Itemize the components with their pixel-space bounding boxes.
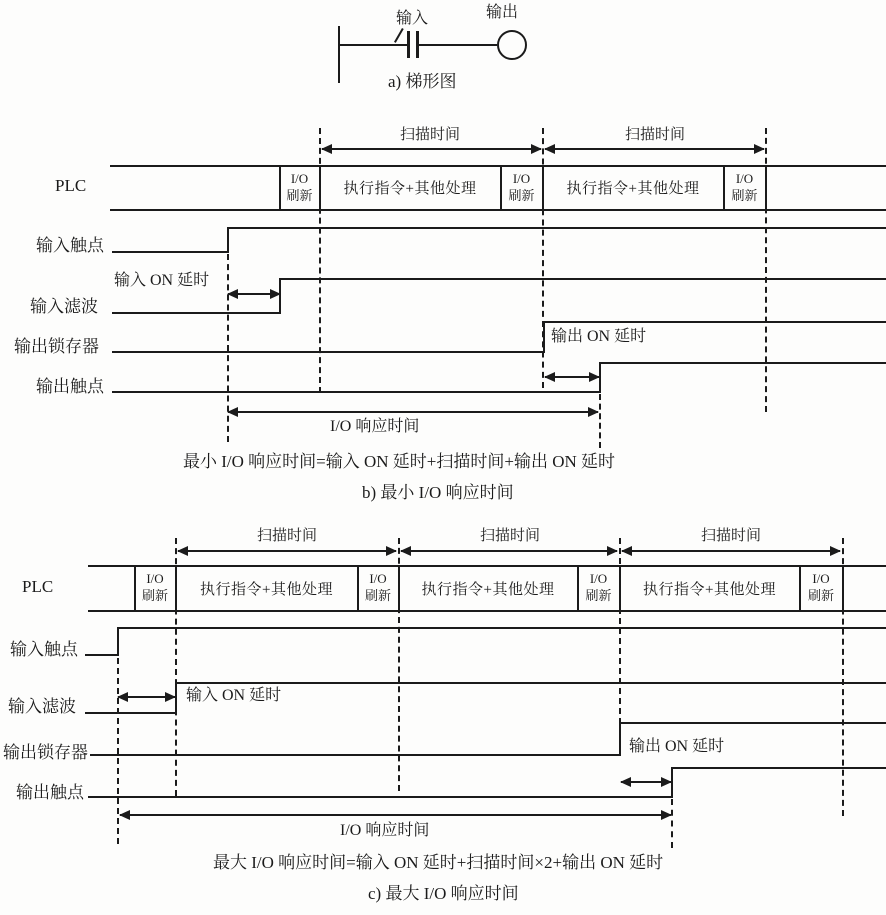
output-on-delay-label: 输出 ON 延时 <box>629 738 725 755</box>
coil-circle <box>497 30 527 60</box>
input-filter-rise <box>175 682 177 714</box>
io-refresh-line1: I/O <box>812 571 830 587</box>
input-filter-label: 输入滤波 <box>8 697 76 716</box>
io-refresh-line1: I/O <box>369 571 387 587</box>
io-refresh-line1: I/O <box>589 571 608 587</box>
io-refresh-cell <box>358 566 398 610</box>
ladder-wire <box>338 44 408 46</box>
exec-cell: 执行指令+其他处理 <box>643 581 776 598</box>
output-on-delay-arrow <box>621 781 671 783</box>
plc-band-bottom-line <box>88 610 886 612</box>
io-refresh-line1: I/O <box>512 170 531 186</box>
input-filter-high-line <box>279 278 886 280</box>
section-c-caption: c) 最大 I/O 响应时间 <box>368 884 519 903</box>
input-contact-high-line <box>117 627 886 629</box>
io-refresh-cell <box>578 566 619 610</box>
min-response-formula: 最小 I/O 响应时间=输入 ON 延时+扫描时间+输出 ON 延时 <box>183 452 616 471</box>
section-b-caption: b) 最小 I/O 响应时间 <box>362 483 514 502</box>
output-contact-low-line <box>112 391 601 393</box>
io-refresh-line1: I/O <box>290 170 309 186</box>
ladder-left-rail <box>338 26 340 83</box>
io-refresh-cell <box>800 566 842 610</box>
output-contact-low-line <box>88 796 672 798</box>
io-response-arrow <box>120 814 671 816</box>
io-refresh-cell <box>280 166 319 209</box>
output-on-delay-label: 输出 ON 延时 <box>551 328 647 345</box>
input-filter-high-line <box>175 682 886 684</box>
exec-cell: 执行指令+其他处理 <box>200 581 333 598</box>
io-refresh-cell <box>501 166 542 209</box>
io-response-label: I/O 响应时间 <box>340 822 430 839</box>
input-filter-rise <box>279 278 281 314</box>
scan-time-label: 扫描时间 <box>400 127 461 143</box>
input-contact-rise <box>117 627 119 656</box>
io-refresh-line2: 刷新 <box>286 187 313 203</box>
output-latch-high-line <box>543 321 886 323</box>
output-latch-high-line <box>619 722 886 724</box>
output-contact-high-line <box>671 767 886 769</box>
input-filter-low-line <box>112 312 281 314</box>
output-contact-label: 输出触点 <box>36 377 104 396</box>
ladder-input-label: 输入 <box>396 10 429 27</box>
input-contact-high-line <box>227 227 886 229</box>
contact-bar <box>407 31 410 58</box>
ladder-caption: a) 梯形图 <box>388 72 457 91</box>
input-contact-low-line <box>85 654 117 656</box>
exec-cell: 执行指令+其他处理 <box>421 581 555 598</box>
output-latch-label: 输出锁存器 <box>14 337 99 356</box>
input-label-leader-line <box>394 28 404 43</box>
input-on-delay-arrow <box>228 293 280 295</box>
io-refresh-line2: 刷新 <box>807 588 834 603</box>
scan-time-label: 扫描时间 <box>257 528 318 544</box>
io-refresh-line2: 刷新 <box>141 588 168 603</box>
output-latch-label: 输出锁存器 <box>3 743 88 762</box>
io-refresh-line1: I/O <box>735 170 754 186</box>
io-refresh-line2: 刷新 <box>585 588 612 603</box>
input-filter-low-line <box>85 712 176 714</box>
input-on-delay-label: 输入 ON 延时 <box>114 272 210 289</box>
io-response-label: I/O 响应时间 <box>330 418 420 435</box>
output-latch-rise <box>543 321 545 353</box>
plc-label: PLC <box>55 176 87 195</box>
ladder-output-label: 输出 <box>486 4 519 21</box>
scan-time-arrow <box>401 550 617 552</box>
io-refresh-cell <box>135 566 175 610</box>
scan-time-arrow <box>178 550 396 552</box>
cell-border <box>765 165 767 211</box>
io-refresh-cell <box>724 166 765 209</box>
output-contact-high-line <box>599 362 886 364</box>
io-response-arrow <box>228 411 598 413</box>
plc-label: PLC <box>22 577 54 596</box>
output-contact-label: 输出触点 <box>16 783 84 802</box>
output-latch-low-line <box>90 754 620 756</box>
scan-time-arrow <box>322 148 541 150</box>
scan-time-label: 扫描时间 <box>701 528 762 544</box>
io-refresh-line1: I/O <box>146 571 164 587</box>
input-contact-label: 输入触点 <box>10 640 78 659</box>
input-on-delay-label: 输入 ON 延时 <box>186 687 282 704</box>
output-contact-rise <box>671 767 673 798</box>
output-on-delay-arrow <box>545 376 599 378</box>
max-response-formula: 最大 I/O 响应时间=输入 ON 延时+扫描时间×2+输出 ON 延时 <box>213 853 664 872</box>
cell-border <box>842 565 844 612</box>
input-filter-label: 输入滤波 <box>30 297 98 316</box>
scan-time-arrow <box>622 550 840 552</box>
dashed-guide-line <box>599 394 601 448</box>
output-latch-low-line <box>112 351 544 353</box>
output-contact-rise <box>599 362 601 393</box>
dashed-guide-line <box>671 799 673 848</box>
input-contact-label: 输入触点 <box>36 236 104 255</box>
io-refresh-line2: 刷新 <box>364 588 391 603</box>
input-contact-low-line <box>112 251 227 253</box>
plc-band-bottom-line <box>110 209 886 211</box>
output-latch-rise <box>619 722 621 756</box>
io-refresh-line2: 刷新 <box>731 187 758 203</box>
input-contact-rise <box>227 227 229 253</box>
io-refresh-line2: 刷新 <box>508 187 535 203</box>
scan-time-label: 扫描时间 <box>625 127 686 143</box>
scan-time-label: 扫描时间 <box>480 528 541 544</box>
scan-time-arrow <box>545 148 764 150</box>
ladder-wire <box>419 44 497 46</box>
exec-cell: 执行指令+其他处理 <box>343 181 477 197</box>
exec-cell: 执行指令+其他处理 <box>566 181 700 197</box>
input-on-delay-arrow <box>118 696 175 698</box>
